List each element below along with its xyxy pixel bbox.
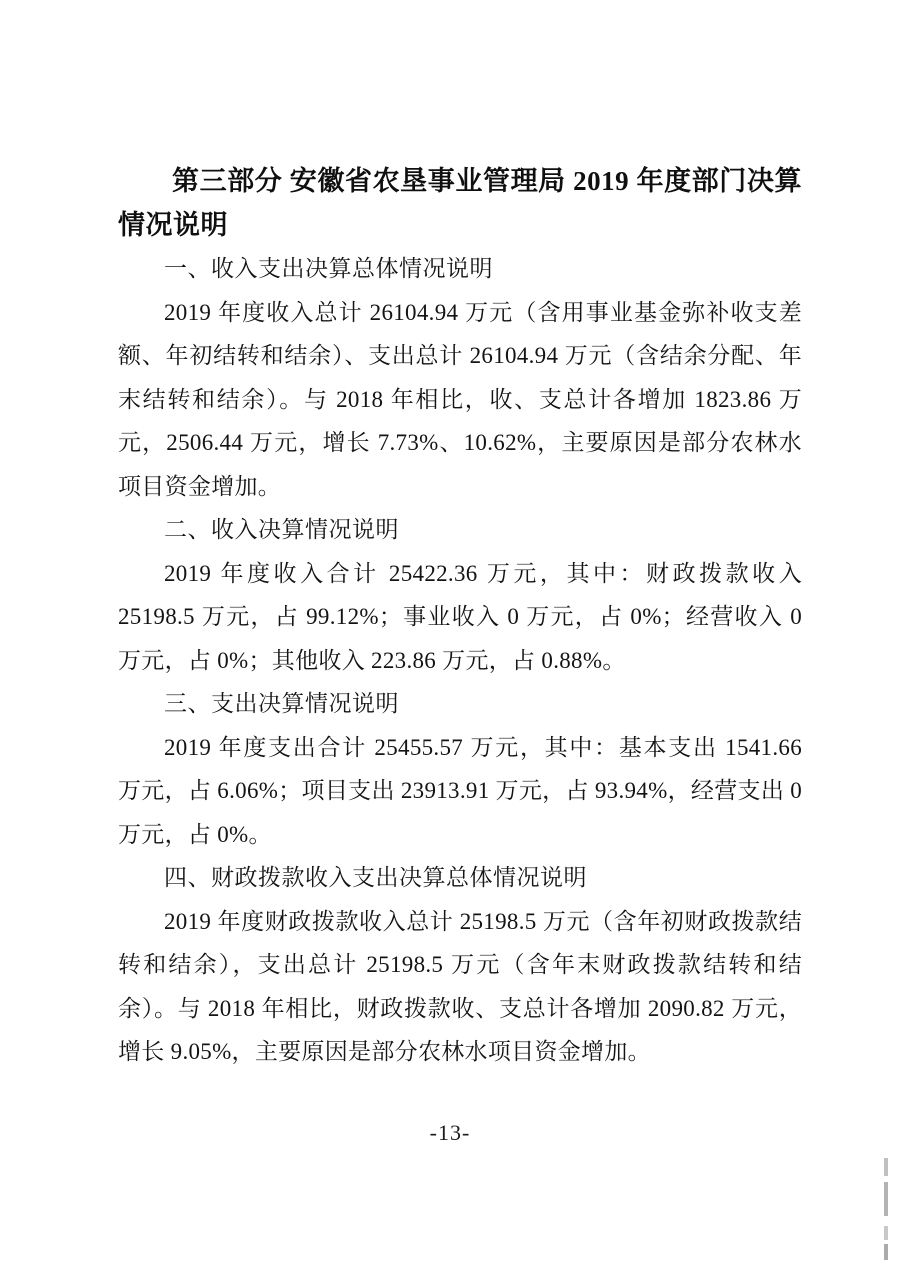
section-1-paragraph: 2019 年度收入总计 26104.94 万元（含用事业基金弥补收支差额、年初结转和结余）、支出总计 26104.94 万元（含结余分配、年末结转和结余）。与 2018 年相比，收、支总计各增加 1823.86 万元，2506.44 万元，增长 7.73%、10.62%，主要原因是部分农林水项目资金增加。 [118, 299, 802, 499]
section-4-paragraph: 2019 年度财政拨款收入总计 25198.5 万元（含年初财政拨款结转和结余），支出总计 25198.5 万元（含年末财政拨款结转和结余）。与 2018 年相比，财政拨款收、支总计各增加 2090.82 万元，增长 9.05%，主要原因是部分农林水项目资金增加。 [118, 908, 802, 1064]
section-income-details [118, 508, 802, 682]
document-content [118, 160, 802, 1074]
page-number: -13- [429, 1120, 471, 1145]
section-2-paragraph: 2019 年度收入合计 25422.36 万元，其中：财政拨款收入 25198.5 万元，占 99.12%；事业收入 0 万元，占 0%；经营收入 0 万元，占 0%；其他收入 223.86 万元，占 0.88%。 [118, 560, 802, 673]
document-title: 第三部分 安徽省农垦事业管理局 2019 年度部门决算情况说明 [118, 166, 802, 240]
scan-artifact [884, 1158, 888, 1266]
section-income-expenditure-overview [118, 247, 802, 508]
section-1-heading: 一、收入支出决算总体情况说明 [164, 256, 493, 281]
section-expenditure-details [118, 682, 802, 856]
section-fiscal-appropriation-overview [118, 856, 802, 1074]
section-3-heading: 三、支出决算情况说明 [164, 691, 399, 716]
section-4-heading: 四、财政拨款收入支出决算总体情况说明 [164, 865, 587, 890]
section-3-paragraph: 2019 年度支出合计 25455.57 万元，其中：基本支出 1541.66 万元，占 6.06%；项目支出 23913.91 万元，占 93.94%，经营支出 0 万元，占 0%。 [118, 734, 802, 847]
section-2-heading: 二、收入决算情况说明 [164, 517, 399, 542]
